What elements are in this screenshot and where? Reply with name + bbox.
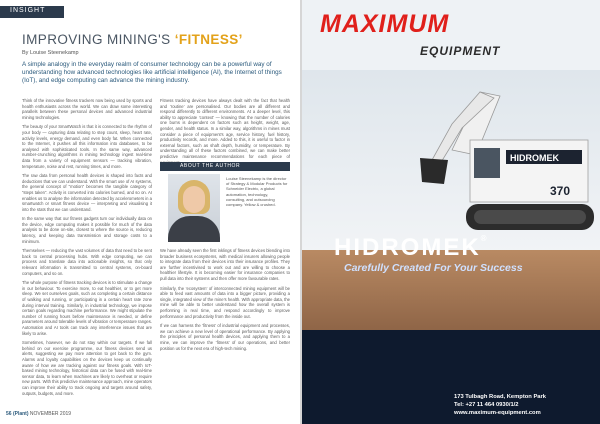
- author-heading: ABOUT THE AUTHOR: [180, 163, 241, 169]
- machine-model: 370: [550, 184, 571, 198]
- phone-number: Tel: +27 11 464 0930/1/2: [454, 402, 519, 408]
- publication-name: (Plant): [12, 411, 29, 417]
- paragraph: In the same way that our fitness gadgets turn our individually data on the device, edge computing makes it possible for much of the data analysis to be done on-site, closest to where the source is, reducing latency, and keeping data transmission and storage costs to a minimum.: [22, 216, 152, 244]
- hidromek-logo: HIDROMEK®: [334, 234, 489, 261]
- paragraph: The whole purpose of fitness tracking devices is to stimulate a change in our behaviour. To exercise more, to eat healthier, or to get more sleep. We set ourselves goals, such as completing a certain distance of walking and running, or participating in a certain heart rate zone during interval training. Similarly, in industrial technology, we impose certain goals regarding machine performance. We might stipulate the number of running hours before maintenance is needed, or define parameters around tolerable levels of vibration or temperature ranges. Automation and AI tools can track any interference issues that are likely to arise.: [22, 280, 152, 336]
- machine-brand: HIDROMEK: [510, 153, 559, 163]
- paragraph: Similarly, the ‘ecosystem’ of interconnected mining equipment will be able to feed vast amounts of data into a bigger picture, providing a single, integrated view of the mine’s health. With appropriate data, the mine will be able to better understand how the overall system is performing in real time, and respond accordingly to improve performance and productivity from the inside out.: [160, 285, 290, 319]
- issue-date: NOVEMBER 2019: [29, 411, 72, 417]
- hidromek-logo-text: HIDROMEK: [334, 234, 481, 261]
- author-bio: Louise Steenekamp is the director of Strategy & Modular Products for Schneider Electric, a global automation, technology, consulting, and outsourcing company. Yellow & crushed.: [226, 176, 288, 208]
- contact-block: [454, 394, 594, 418]
- author-heading-bar: [160, 162, 290, 171]
- section-tab: [0, 6, 64, 18]
- paragraph: Sometimes, however, we do not stay within our targets. If we fall behind on our exercise programme, our fitness devices send us alerts, suggesting we pay more attention to get back to the gym. Alarms and loyalty capabilities on the devices keep us continually aware of how we are tracking against our fitness goals. With IoT-based mining technology, historical data can be fused with real-time sensor data, to learn when machines are likely to overheat or require new parts. With this predictive maintenance approach, mine operators can improve their ability to track ongoing and targets around safety, outputs, budgets, and more.: [22, 340, 152, 396]
- article-column-left: [22, 98, 152, 408]
- address: 173 Tulbagh Road, Kempton Park: [454, 394, 547, 400]
- page-number: 56: [6, 411, 12, 417]
- paragraph: The beauty of your SmartWatch is that it is connected to the rhythm of your body — capturing data relating to step count, sleep, heart rate, activity levels, energy demand, and even body fat. When connected to the Internet, it pushes all this information into databases, to be analysed with sophisticated tools. In the same way, advanced number-crunching algorithms in mining technology ingest real-time data from a variety of equipment sensors — tracking vibration, temperature, noise and rest, running times, and more.: [22, 124, 152, 169]
- article-title: [22, 32, 292, 47]
- paragraph: Themselves — reducing the vast volumes of data that need to be sent back to central processing hubs. With edge computing, we can process and translate data into actionable insights, so that only relevant information is transmitted to central systems, on-board computers, and so on.: [22, 248, 152, 276]
- paragraph: The raw data from personal health devices is shaped into facts and deductions that we can understand. With the smart use of AI systems, the general concept of “motion” becomes the tangible category of “steps taken”. Activity is converted into calories burned, and so on. AI enables us to analyse the information detected by accelerometers in a smartwatch or smart fitness device — interpreting and visualising it into the stats that we can understand.: [22, 173, 152, 212]
- website-link[interactable]: www.maximum-equipment.com: [454, 410, 541, 416]
- author-photo: [168, 174, 220, 242]
- article-title-main: IMPROVING MINING'S: [22, 32, 175, 47]
- byline: By Louise Steenekamp: [22, 50, 79, 56]
- paragraph: Fitness tracking devices have always dealt with the fact that health and ‘routine’ are personalised. Our bodies are all different and respond differently to different environments. At a deeper level, this ability to appreciate ‘context’ — knowing that the number of calories one burns is dependent on factors such as height, weight, age, gender, and health status. In a similar way, algorithms in mines must consider a piece of equipment’s age, service history, fuel history, productivity records, and more. Added to this, it is useful to factor in external factors, such as shaft depth, humidity, or temperature. By understanding all of these factors combined, we can make better predictive maintenance recommendations for each piece of: [160, 98, 290, 159]
- maximum-logo-subtitle: EQUIPMENT: [420, 44, 501, 58]
- paragraph: If we can harness the ‘fitness’ of industrial equipment and processes, we can achieve a new level of operational performance. By applying the principles of personal health devices, and applying them to a mine, we can improve the ‘fitness’ of our operations, and better position us for the next era of high-tech mining.: [160, 323, 290, 351]
- standfirst: A simple analogy in the everyday realm of consumer technology can be a powerful way of understanding how advanced technologies like artificial intelligence (AI), the Internet of things (IoT), and edge computing can advance the mining industry.: [22, 61, 282, 85]
- paragraph: Think of the innovative fitness trackers now being used by sports and health enthusiasts across the world. We can draw some interesting parallels between these personal devices and advanced industrial mining technologies.: [22, 98, 152, 120]
- article-column-right-continued: [160, 248, 290, 412]
- paragraph: We have already seen the first inklings of fitness devices blending into broader business ecosystems, with medical insurers allowing people to integrate data from their devices into their insurance profiles. They are further incentivised to work out and are willing to choose a healthier lifestyle. It is becoming easier for insurance companies to pull data into their systems and then offer more favourable rates.: [160, 248, 290, 281]
- advert-page: [302, 0, 600, 424]
- advert-photo: [302, 0, 600, 330]
- author-box: [160, 162, 290, 248]
- article-title-accent: ‘FITNESS’: [174, 32, 243, 47]
- page-footer: [6, 411, 71, 417]
- maximum-logo: MAXIMUM: [320, 10, 450, 38]
- section-label: INSIGHT: [10, 7, 46, 14]
- advert-tagline: Carefully Created For Your Success: [344, 262, 523, 274]
